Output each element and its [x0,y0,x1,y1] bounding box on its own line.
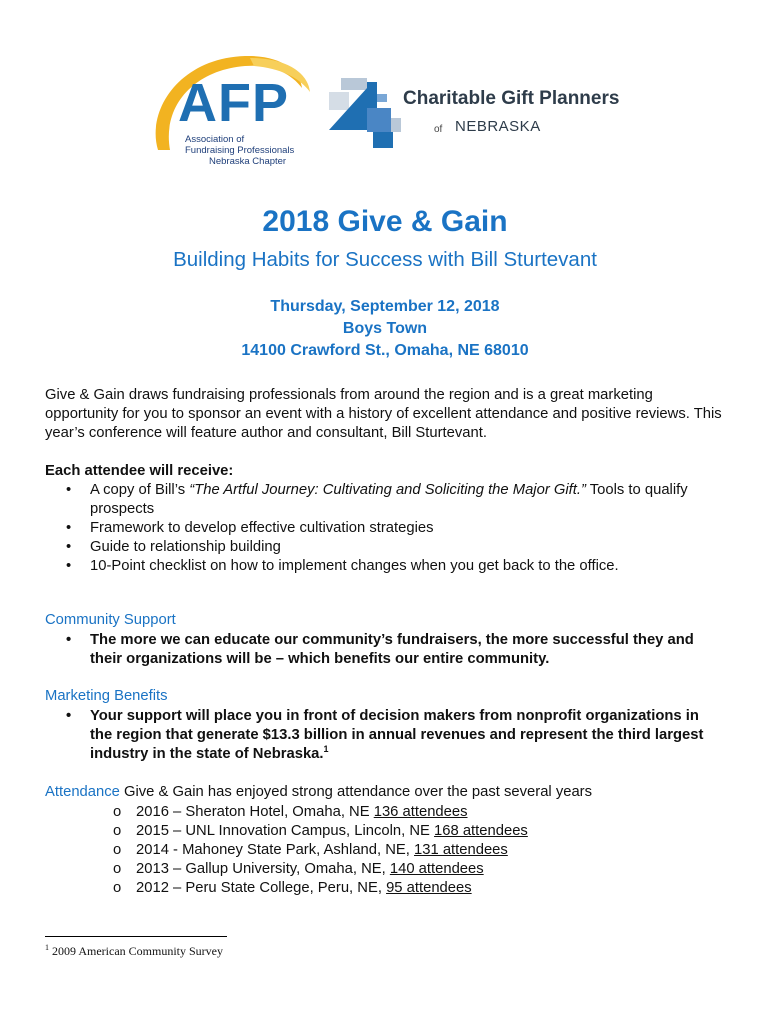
footnote-divider [45,936,227,937]
footnote-text: 2009 American Community Survey [49,944,223,958]
cgp-logo [327,78,647,153]
page-title: 2018 Give & Gain [262,205,508,238]
list-item [45,538,715,557]
page-subtitle: Building Habits for Success with Bill Sturtevant [173,248,597,271]
community-heading: Community Support [45,612,176,628]
afp-line-2: Fundraising Professionals [185,145,295,156]
bullet-icon: • [66,708,72,724]
community-list [45,631,715,669]
afp-line-1: Association of [185,134,245,145]
attendance-item-count: 168 attendees [434,823,528,839]
circle-bullet-icon: o [113,804,122,820]
list-item [113,841,528,860]
book-prefix: A copy of Bill’s [90,482,190,498]
book-title: “The Artful Journey: Cultivating and Soliciting the Major Gift.” [189,482,586,498]
footnote [45,944,223,959]
footnote-ref[interactable]: 1 [323,744,329,755]
list-item [113,803,528,822]
marketing-heading: Marketing Benefits [45,688,168,704]
bullet-icon: • [66,632,72,648]
attendance-item-count: 140 attendees [389,861,484,877]
circle-bullet-icon: o [113,823,122,839]
event-address: 14100 Crawford St., Omaha, NE 68010 [241,342,529,359]
list-item [113,860,528,879]
header-logos [0,50,770,180]
attendance-item-count: 95 attendees [386,880,472,896]
list-item [45,519,715,538]
list-item-text: Framework to develop effective cultivation strategies [90,520,434,536]
cgp-squares-icon [327,78,403,150]
list-item [45,631,715,669]
attendance-item-text: 2014 - Mahoney State Park, Ashland, NE, [136,842,415,858]
receive-heading: Each attendee will receive: [45,463,234,479]
book-suffix: Tools to qualify prospects [90,482,688,517]
circle-bullet-icon: o [113,880,122,896]
bullet-icon: • [66,558,72,574]
attendance-item-text: 2015 – UNL Innovation Campus, Lincoln, NE [136,823,435,839]
attendance-item-count: 136 attendees [373,804,468,820]
cgp-title: Charitable Gift Planners [403,88,620,109]
attendance-item-count: 131 attendees [414,842,508,858]
community-text: The more we can educate our community’s fundraisers, the more successful they and their organizations will be – which benefits our entire community. [90,632,694,667]
bullet-icon: • [66,520,72,536]
event-info [0,296,770,362]
cgp-state: NEBRASKA [455,118,541,135]
marketing-list [45,707,715,764]
attendance-item-text: 2013 – Gallup University, Omaha, NE, [136,861,390,877]
afp-line-3: Nebraska Chapter [209,156,287,167]
circle-bullet-icon: o [113,842,122,858]
attendance-line [45,784,735,800]
cgp-of: of [434,124,443,135]
bullet-icon: • [66,539,72,555]
list-item [45,557,715,576]
list-item [113,879,528,898]
footnote-mark: 1 [45,943,49,952]
list-item [45,707,715,764]
receive-list [45,481,715,576]
circle-bullet-icon: o [113,861,122,877]
intro-paragraph: Give & Gain draws fundraising professionals from around the region and is a great marketing opportunity for you to sponsor an event with a history of excellent attendance and positive reviews. This year’s conference will feature author and consultant, Bill Sturtevant. [45,387,722,441]
marketing-text: Your support will place you in front of decision makers from nonprofit organizations in the region that generate $13.3 billion in annual revenues and represent the third largest industry in the state of Nebraska. [90,708,704,762]
afp-letters: AFP [178,73,289,133]
list-item-text: 10-Point checklist on how to implement changes when you get back to the office. [90,558,619,574]
attendance-text: Give & Gain has enjoyed strong attendance over the past several years [119,784,593,800]
list-item-text: Guide to relationship building [90,539,281,555]
attendance-item-text: 2016 – Sheraton Hotel, Omaha, NE [136,804,374,820]
event-venue: Boys Town [342,320,428,337]
attendance-list [113,803,528,898]
list-item [113,822,528,841]
attendance-heading: Attendance [45,784,120,800]
attendance-item-text: 2012 – Peru State College, Peru, NE, [136,880,387,896]
event-date: Thursday, September 12, 2018 [270,298,500,315]
list-item [45,481,715,519]
bullet-icon: • [66,482,72,498]
afp-logo [150,50,320,175]
afp-subtitle [185,134,294,167]
